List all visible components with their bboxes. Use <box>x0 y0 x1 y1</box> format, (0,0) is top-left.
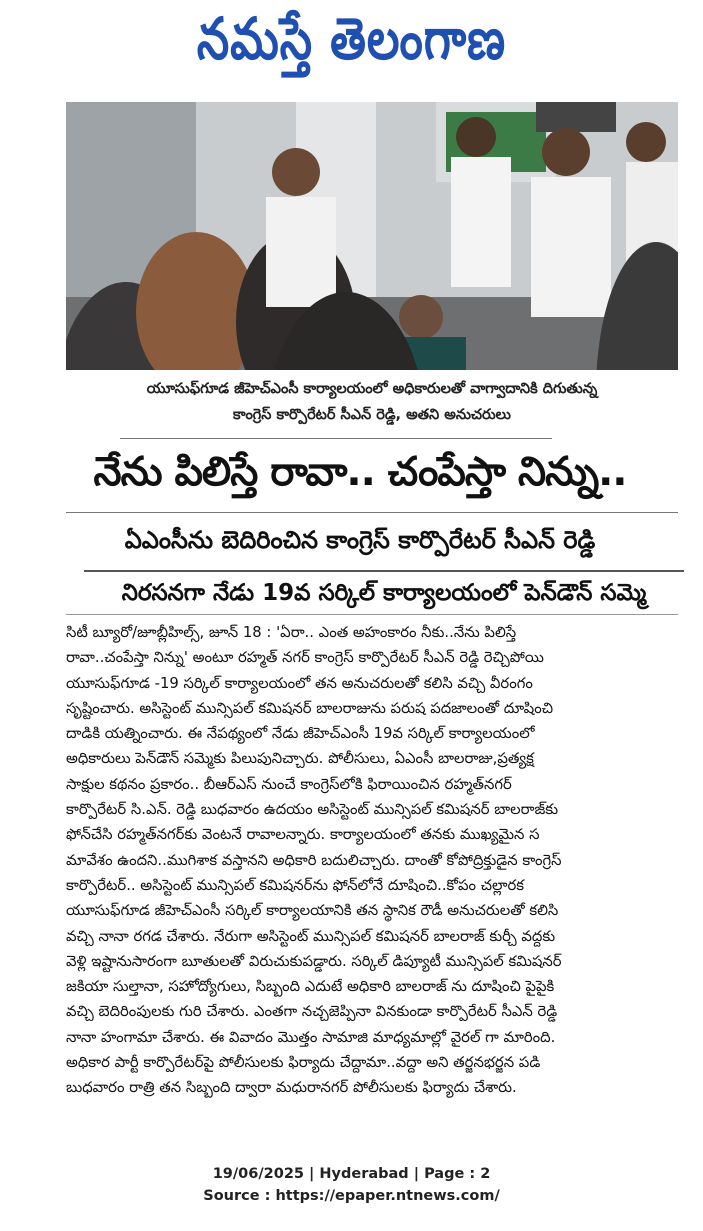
divider-rule <box>66 512 678 513</box>
caption-line-1: యూసుఫ్‌గూడ జీహెచ్‌ఎంసీ కార్యాలయంలో అధికారులతో వాగ్వాదానికి దిగుతున్న <box>146 381 598 397</box>
body-line: సృష్టించారు. అసిస్టెంట్ మున్సిపల్ కమిషనర్ బాలరాజును పరుష పదజాలంతో దూషించి <box>66 699 554 717</box>
subheadline: ఏఎంసీను బెదిరించిన కాంగ్రెస్ కార్పొరేటర్ సీఎన్ రెడ్డి <box>124 526 596 554</box>
body-line: కార్పొరేటర్ సి.ఎన్. రెడ్డి బుధవారం ఉదయం అసిస్టెంట్ మున్సిపల్ కమిషనర్ బాలరాజ్‌కు <box>66 801 559 819</box>
body-line: నానా హంగామా చేశారు. ఈ వివాదం మొత్తం సామాజి మాధ్యమాల్లో వైరల్ గా మారింది. <box>66 1028 556 1046</box>
page-footer <box>0 1163 703 1207</box>
body-line: మావేశం ఉందని..ముగిశాక వస్తానని అధికారి బదులిచ్చారు. దాంతో కోపోద్రిక్తుడైన కాంగ్రెస్ <box>66 851 562 869</box>
source-link[interactable]: Source : https://epaper.ntnews.com/ <box>203 1188 500 1204</box>
kicker: నిరసనగా నేడు 19వ సర్కిల్ కార్యాలయంలో పెన్‌డౌన్ సమ్మె <box>121 580 647 606</box>
divider-rule <box>66 614 678 615</box>
body-line: జకియా సుల్తానా, సహోద్యోగులు, సిబ్బంది ఎదుటే అధికారి బాలరాజ్ ను దూషించి పైపైకి <box>66 978 555 996</box>
body-line: సిటీ బ్యూరో/జూబ్లీహిల్స్, జూన్ 18 : 'ఏరా.. ఎంత అహంకారం నీకు..నేను పిలిస్తే <box>66 624 517 641</box>
masthead-title: నమస్తే తెలంగాణ <box>196 4 507 73</box>
news-photo <box>66 102 678 370</box>
body-line: వచ్చి నానా రగడ చేశారు. నేరుగా అసిస్టెంట్ మున్సిపల్ కమిషనర్ బాలరాజ్ కుర్చీ వద్దకు <box>66 927 556 945</box>
body-line: బుధవారం రాత్రి తన సిబ్బంది ద్వారా మధురానగర్ పోలీసులకు ఫిర్యాదు చేశారు. <box>66 1079 517 1097</box>
body-line: కార్పొరేటర్.. అసిస్టెంట్ మున్సిపల్ కమిషనర్‌ను ఫోన్‌లోనే దూషించి..కోపం చల్లారక <box>66 876 524 894</box>
body-line: సాక్షుల కథనం ప్రకారం.. బీఆర్‌ఎస్ నుంచే కాంగ్రెస్‌లోకి ఫిరాయించిన రహ్మత్‌నగర్ <box>66 775 512 793</box>
body-line: యూసుఫ్‌గూడ జీహెచ్‌ఎంసీ సర్కిల్ కార్యాలయానికి తన స్థానిక రౌడీ అనుచరులతో కలిసి <box>66 902 559 920</box>
caption-line-2: కాంగ్రెస్ కార్పొరేటర్ సీఎన్ రెడ్డి, అతని అనుచరులు <box>233 407 511 423</box>
headline: నేను పిలిస్తే రావా.. చంపేస్తా నిన్ను.. <box>93 449 627 495</box>
masthead <box>0 6 703 86</box>
photo-icon <box>66 102 678 370</box>
article-body <box>66 620 686 1101</box>
divider-rule <box>120 438 552 439</box>
body-line: అధికారులు పెన్‌డౌన్ సమ్మెకు పిలుపునిచ్చారు. పోలీసులు, ఏఎంసీ బాలరాజు,ప్రత్యక్ష <box>66 750 534 768</box>
body-line: యూసుఫ్‌గూడ -19 సర్కిల్ కార్యాలయంలో తన అనుచరులతో కలిసి వచ్చి వీరంగం <box>66 674 533 692</box>
body-line: ఫోన్‌చేసి రహ్మత్‌నగర్‌కు వెంటనే రావాలన్నారు. కార్యాలయంలో తనకు ముఖ్యమైన స <box>66 826 540 844</box>
body-line: అధికార పార్టీ కార్పొరేటర్‌పై పోలీసులకు ఫిర్యాదు చేద్దామా..వద్దా అని తర్జనభర్జన పడి <box>66 1054 541 1072</box>
body-line: వచ్చి బెదిరింపులకు గురి చేశారు. ఎంతగా నచ్చజెప్పినా వినకుండా కార్పొరేటర్ సీఎన్ రెడ్డి <box>66 1003 558 1021</box>
photo-caption <box>66 376 678 428</box>
body-line: దాడికి యత్నించారు. ఈ నేపథ్యంలో నేడు జీహెచ్‌ఎంసీ 19వ సర్కిల్ కార్యాలయంలో <box>66 725 535 743</box>
body-line: వెళ్లి ఇష్టానుసారంగా బూతులతో విరుచుకుపడ్డారు. సర్కిల్ డిప్యూటీ మున్సిపల్ కమిషనర్ <box>66 952 562 970</box>
body-line: రావా..చంపేస్తా నిన్ను' అంటూ రహ్మత్ నగర్ కాంగ్రెస్ కార్పొరేటర్ సీఎన్ రెడ్డి రెచ్చిపోయి <box>66 649 544 667</box>
edition-info: 19/06/2025 | Hyderabad | Page : 2 <box>212 1166 491 1182</box>
